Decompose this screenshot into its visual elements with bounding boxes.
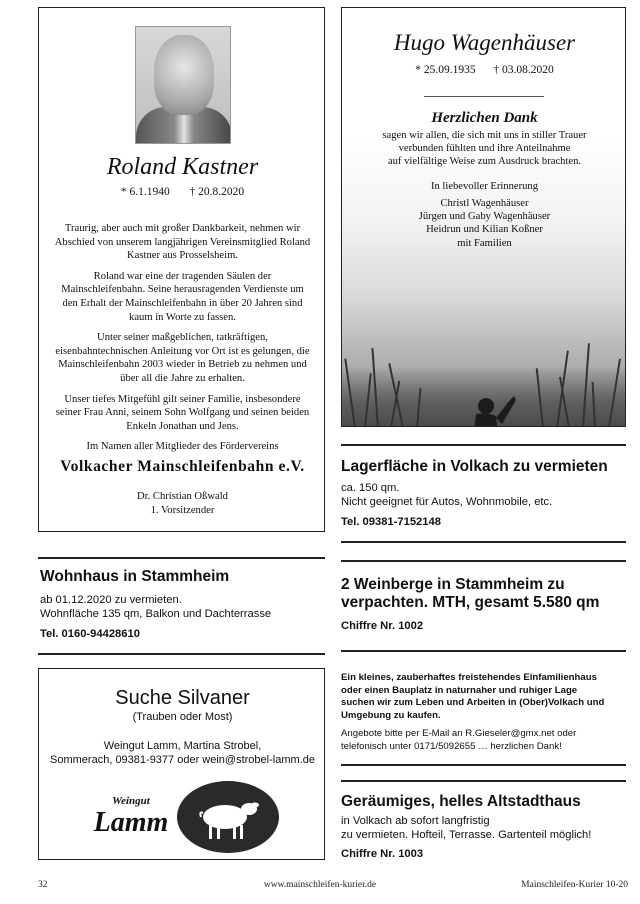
portrait-photo [135,26,231,144]
death-date: † 20.8.2020 [189,186,245,198]
divider [38,557,325,559]
ad-line: Weingut Lamm, Martina Strobel, [103,740,262,752]
ad-line: ca. 150 qm. [341,482,400,494]
ad-phone: Tel. 0160-94428610 [40,628,140,640]
obituary-paragraph: Unter seiner maßgeblichen, tatkräftigen, eisenbahntechnischen Anleitung vor Ort ist es gelungen, die Mainschleifenbahn 2003 wieder in Betrieb zu nehmen und über all die Jahre zu erhalten. [55,332,310,384]
obituary-hugo-wagenhaeuser [341,7,626,427]
footer-issue: Mainschleifen-Kurier 10-20 [521,880,628,890]
obituary-text [53,222,312,440]
obituary-paragraph: Roland war eine der tragenden Säulen der Mainschleifenbahn. Seine herausragenden Verdienste um den Erhalt der Mainschleifenbahn in über 20 Jahren sind kaum in Worte zu fassen. [61,270,304,323]
obituary-paragraph: Unser tiefes Mitgefühl gilt seiner Familie, insbesondere seiner Frau Anni, seinem Sohn Wolfgang und seinen beiden Enkeln Jonathan und Jens. [55,393,310,432]
birth-date: * 25.09.1935 [415,64,476,76]
page-number: 32 [38,880,48,890]
divider [341,560,626,562]
ad-title-silvaner: Suche Silvaner [115,687,250,709]
divider [424,96,544,97]
ad-phone: Tel. 09381-7152148 [341,516,441,528]
ad-line: oder einen Bauplatz in naturnaher und ruhiger Lage [341,684,578,696]
obituary-name: Hugo Wagenhäuser [393,30,576,55]
lamb-logo-icon [177,781,279,853]
lake-photo [342,136,626,427]
ad-line: Ein kleines, zauberhaftes freistehendes Einfamilienhaus [341,672,597,683]
divider [341,650,626,652]
logo-text-small: Weingut [112,795,150,807]
obituary-name: Roland Kastner [106,154,259,180]
signer-name: Dr. Christian Oßwald [137,491,228,502]
ad-text [341,815,626,842]
ad-title-wohnhaus: Wohnhaus in Stammheim [40,568,230,585]
divider [341,780,626,782]
obituary-dates [39,186,326,198]
obituary-dates [342,64,626,76]
ad-suche-silvaner [38,668,325,860]
family-list [342,197,626,250]
family-member: mit Familien [457,237,512,249]
ad-line: Wohnfläche 135 qm, Balkon und Dachterrasse [40,607,272,620]
family-member: Heidrun und Kilian Koßner [426,224,543,236]
ad-subtitle: (Trauben oder Most) [132,711,233,723]
ad-title-line: 2 Weinberge in Stammheim zu [341,576,565,593]
family-member: Christl Wagenhäuser [440,198,529,209]
ad-line: Sommerach, 09381-9377 oder wein@strobel-lamm.de [50,754,315,766]
footer-url: www.mainschleifen-kurier.de [263,880,377,890]
ad-title-line: verpachten. MTH, gesamt 5.580 qm [341,594,600,611]
thanks-title: Herzlichen Dank [431,110,538,126]
ad-chiffre: Chiffre Nr. 1002 [341,620,424,632]
ad-text [40,594,325,621]
ad-contact [39,739,326,767]
birth-date: * 6.1.1940 [120,186,170,198]
death-date: † 03.08.2020 [493,64,554,76]
ad-line: suchen wir zum Leben und Arbeiten in (Ober)Volkach und [341,697,605,709]
ad-einfamilienhaus [341,672,631,754]
memory-intro: In liebevoller Erinnerung [430,181,539,192]
thanks-text [342,129,626,169]
divider [341,764,626,766]
ad-title-altstadthaus: Geräumiges, helles Altstadthaus [341,793,581,810]
ad-line: zu vermieten. Hofteil, Terrasse. Gartenteil möglich! [341,828,592,841]
ad-title-lagerflaeche: Lagerfläche in Volkach zu vermieten [341,458,608,475]
ad-line: telefonisch unter 0171/5092655 … herzlichen Dank! [341,740,562,752]
thanks-line: sagen wir allen, die sich mit uns in stiller Trauer [382,130,587,141]
obituary-roland-kastner [38,7,325,532]
divider [341,541,626,543]
fisherman-silhouette [460,392,520,427]
ad-title-weinberge [341,576,626,612]
ad-line: Nicht geeignet für Autos, Wohnmobile, etc. [341,495,553,508]
signer-role: 1. Vorsitzender [150,505,215,516]
ad-line: Umgebung zu kaufen. [341,709,441,721]
thanks-line: verbunden fühlten und ihre Anteilnahme [398,143,571,155]
ad-line: ab 01.12.2020 zu vermieten. [40,594,182,606]
thanks-line: auf vielfältige Weise zum Ausdruck brachten. [387,156,582,168]
logo-text-big: Lamm [93,807,169,838]
divider [38,653,325,655]
obituary-paragraph: Traurig, aber auch mit großer Dankbarkeit, nehmen wir Abschied von unserem langjährigen Vereinsmitglied Roland Kastner aus Prosselsheim. [54,223,311,262]
association-name: Volkacher Mainschleifenbahn e.V. [60,458,305,475]
divider [341,444,626,446]
ad-chiffre: Chiffre Nr. 1003 [341,848,424,860]
ad-text [341,482,626,509]
family-member: Jürgen und Gaby Wagenhäuser [418,211,551,223]
ad-line: Angebote bitte per E-Mail an R.Gieseler@gmx.net oder [341,728,577,740]
on-behalf-line: Im Namen aller Mitglieder des Fördervereins [86,441,279,452]
ad-line: in Volkach ab sofort langfristig [341,815,490,827]
